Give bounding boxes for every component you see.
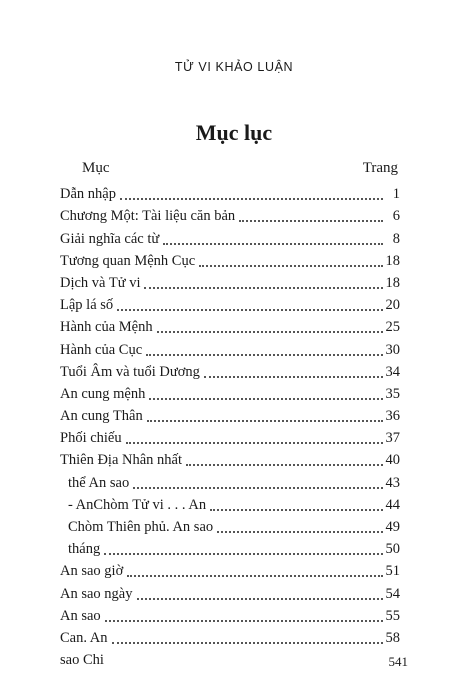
dot-leader [146,354,382,356]
toc-entry-page: 8 [392,230,400,247]
toc-entry-label: An sao giờ [60,563,124,580]
toc-entry-page: 43 [385,474,400,491]
toc-entry-page: 18 [385,274,400,291]
dot-leader [133,487,382,489]
column-header-page: Trang [362,160,398,176]
dot-leader [147,420,383,422]
dot-leader [104,553,382,555]
toc-entry-label: tháng [68,541,101,558]
toc-entry-label: thể An sao [68,474,130,491]
dot-leader [157,331,383,333]
toc-entry-label: Hành của Mệnh [60,319,153,336]
toc-entry [60,225,400,247]
toc-entry-page: 25 [385,319,400,336]
dot-leader [120,198,383,200]
toc-entry-label: Giải nghĩa các từ [60,230,160,247]
column-header-section: Mục [82,160,110,176]
toc-entry-label: - AnChòm Tử vi . . . An [68,496,207,513]
toc-entry-page: 36 [385,408,400,425]
toc-entry [60,447,400,469]
toc-entry-label: Tuổi Âm và tuổi Dương [60,363,200,380]
dot-leader [163,243,383,245]
toc-entry-page: 40 [385,452,400,469]
toc-entry [60,558,400,580]
toc-entry-label: An cung mệnh [60,385,146,402]
toc-entry-page: 49 [385,519,400,535]
dot-leader [144,287,382,289]
toc-entry-page: 55 [385,607,400,624]
toc-entry-page: 37 [385,430,400,447]
toc-entry-page: 18 [385,252,400,269]
toc-entry [60,580,400,602]
toc-entry [60,536,400,558]
toc-entry [60,514,400,536]
toc-entry-label: Lập lá số [60,297,114,314]
toc-entry-page: 1 [392,186,400,203]
toc-entry [60,492,400,514]
dot-leader [126,442,383,444]
toc-entry-label: An sao [60,607,101,624]
page-number: 541 [388,654,408,669]
dot-leader [149,398,382,400]
toc-entry-label: Thiên Địa Nhân nhất [60,452,183,469]
toc-entry-label: Tương quan Mệnh Cục [60,252,196,269]
toc-entry [60,292,400,314]
toc-entry [60,248,400,270]
toc-entry-label: sao Chi [60,652,104,669]
toc-entry [60,381,400,403]
dot-leader [127,575,382,577]
toc-entry [60,625,400,647]
toc-entry-label: An sao ngày [60,585,133,602]
toc-entry-page: 35 [385,385,400,402]
toc-entry-page: 58 [385,629,400,646]
toc-entry-label: Dẫn nhập [60,186,116,203]
toc-entry-page: 44 [385,496,400,513]
dot-leader [217,531,382,533]
toc-entry-label: Phối chiếu [60,430,122,447]
toc-list [60,181,400,669]
toc-entry [60,336,400,358]
dot-leader [239,220,383,222]
toc-entry-label: Chòm Thiên phủ. An sao [68,519,214,535]
toc-entry [60,314,400,336]
dot-leader [105,620,383,622]
toc-entry [60,425,400,447]
toc-entry-label: Chương Một: Tài liệu căn bản [60,208,236,225]
toc-title: Mục lục [195,120,273,145]
toc-entry [60,647,400,669]
dot-leader [112,642,383,644]
toc-entry [60,603,400,625]
toc-entry-page: 51 [385,563,400,580]
toc-entry [60,403,400,425]
toc-entry [60,469,400,491]
toc-entry-page: 34 [385,363,400,380]
dot-leader [186,464,382,466]
toc-entry [60,270,400,292]
toc-entry [60,181,400,203]
dot-leader [210,509,382,511]
toc-entry [60,203,400,225]
toc-entry-page: 54 [385,585,400,602]
running-head: TỬ VI KHẢO LUẬN [174,60,294,74]
dot-leader [137,598,383,600]
dot-leader [199,265,382,267]
toc-entry-label: Can. An [60,629,108,646]
toc-entry-page: 50 [385,541,400,558]
toc-entry-page: 6 [392,208,400,225]
toc-entry-page: 20 [385,297,400,314]
toc-entry [60,359,400,381]
dot-leader [117,309,382,311]
toc-entry-label: Dịch và Tử vi [60,274,141,291]
toc-entry-label: Hành của Cục [60,341,143,358]
toc-entry-page: 30 [385,341,400,358]
toc-entry-label: An cung Thân [60,408,143,425]
dot-leader [204,376,383,378]
